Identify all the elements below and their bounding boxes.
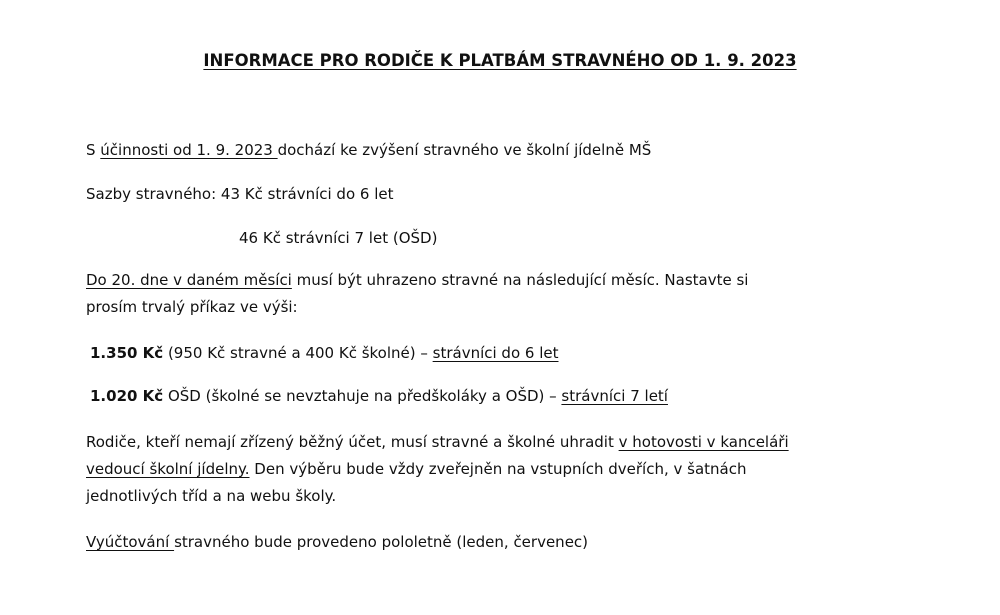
paragraph-deadline-line1 bbox=[86, 267, 748, 294]
payment-amount-2: 1.020 Kč bbox=[90, 387, 164, 405]
payment-detail-2: OŠD (školné se nevztahuje na předškoláky a OŠD) – bbox=[163, 387, 562, 405]
rates-line-1: Sazby stravného: 43 Kč strávníci do 6 let bbox=[86, 185, 394, 203]
payment-line-1 bbox=[90, 340, 559, 367]
document-title: INFORMACE PRO RODIČE K PLATBÁM STRAVNÉHO OD 1. 9. 2023 bbox=[203, 51, 797, 70]
deadline-rest: musí být uhrazeno stravné na následující měsíc. Nastavte si bbox=[291, 271, 749, 289]
cash-underlined-2: vedoucí školní jídelny. bbox=[86, 460, 250, 478]
paragraph-effective-date bbox=[86, 137, 651, 164]
payment-who-1: strávníci do 6 let bbox=[432, 344, 559, 362]
payment-line-2 bbox=[90, 383, 668, 410]
text-prefix: S bbox=[86, 141, 101, 159]
billing-rest: stravného bude provedeno pololetně (leden, červenec) bbox=[174, 533, 589, 551]
effective-date-underlined: účinnosti od 1. 9. 2023 bbox=[100, 141, 278, 159]
rates-line-2: 46 Kč strávníci 7 let (OŠD) bbox=[239, 229, 438, 247]
payment-detail-1: (950 Kč stravné a 400 Kč školné) – bbox=[163, 344, 433, 362]
cash-text-2: Den výběru bude vždy zveřejněn na vstupních dveřích, v šatnách bbox=[249, 460, 747, 478]
paragraph-deadline-line2: prosím trvalý příkaz ve výši: bbox=[86, 298, 298, 316]
paragraph-cash-line2 bbox=[86, 456, 746, 483]
paragraph-cash-line3: jednotlivých tříd a na webu školy. bbox=[86, 487, 337, 505]
payment-who-2: strávníci 7 letí bbox=[561, 387, 668, 405]
paragraph-billing bbox=[86, 529, 588, 556]
paragraph-cash-line1 bbox=[86, 429, 789, 456]
cash-underlined-1: v hotovosti v kanceláři bbox=[618, 433, 789, 451]
billing-underlined: Vyúčtování bbox=[86, 533, 175, 551]
payment-amount-1: 1.350 Kč bbox=[90, 344, 164, 362]
cash-text-1: Rodiče, kteří nemají zřízený běžný účet, musí stravné a školné uhradit bbox=[86, 433, 619, 451]
text-rest: dochází ke zvýšení stravného ve školní jídelně MŠ bbox=[277, 141, 652, 159]
deadline-underlined: Do 20. dne v daném měsíci bbox=[86, 271, 292, 289]
